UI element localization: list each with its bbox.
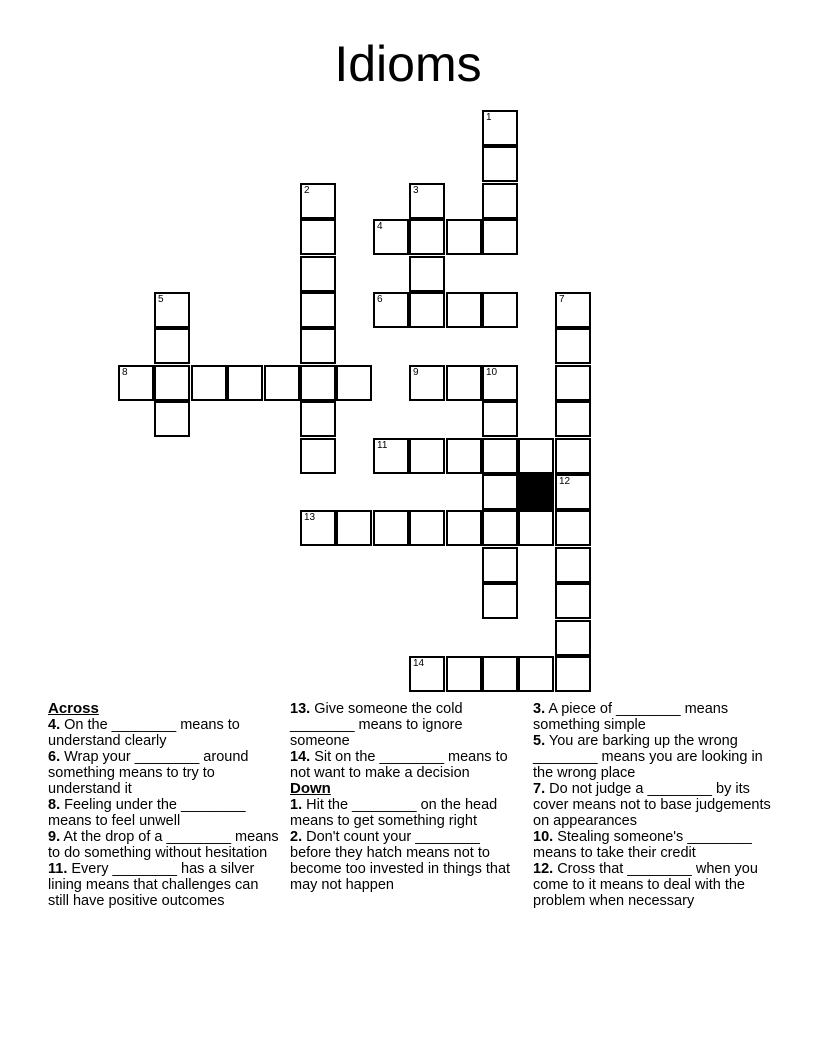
grid-cell[interactable] [409, 292, 445, 328]
grid-cell[interactable] [118, 365, 154, 401]
grid-cell[interactable] [409, 219, 445, 255]
grid-cell[interactable] [555, 547, 591, 583]
grid-cell[interactable] [555, 365, 591, 401]
grid-cell[interactable] [446, 219, 482, 255]
grid-cell[interactable] [154, 401, 190, 437]
grid-cell[interactable] [446, 292, 482, 328]
clue-number: 6 [377, 294, 383, 305]
clue-number: 1 [486, 112, 492, 123]
grid-cell[interactable] [336, 365, 372, 401]
clue-number: 13 [304, 512, 316, 523]
grid-cell[interactable] [555, 401, 591, 437]
grid-cell[interactable] [300, 183, 336, 219]
grid-cell[interactable] [336, 510, 372, 546]
grid-cell[interactable] [409, 256, 445, 292]
grid-cell[interactable] [482, 547, 518, 583]
grid-cell[interactable] [300, 219, 336, 255]
grid-cell[interactable] [555, 438, 591, 474]
grid-cell[interactable] [227, 365, 263, 401]
clue-number: 12 [559, 476, 571, 487]
grid-cell[interactable] [300, 401, 336, 437]
grid-cell[interactable] [373, 219, 409, 255]
grid-cell[interactable] [482, 183, 518, 219]
grid-cell[interactable] [373, 510, 409, 546]
grid-cell[interactable] [518, 438, 554, 474]
across-heading: Across [48, 700, 99, 717]
clue-number: 11 [377, 440, 388, 451]
grid-cell[interactable] [555, 328, 591, 364]
clue-down-2: 2. Don't count your ________ before they hatch means not to become too invested in things that may not happen [290, 829, 511, 893]
grid-cell[interactable] [482, 583, 518, 619]
grid-cell[interactable] [555, 620, 591, 656]
grid-cell[interactable] [482, 438, 518, 474]
grid-cell[interactable] [300, 510, 336, 546]
clue-number: 14 [413, 658, 425, 669]
grid-cell[interactable] [555, 510, 591, 546]
grid-cell[interactable] [555, 474, 591, 510]
grid-cell[interactable] [482, 110, 518, 146]
grid-cell[interactable] [409, 365, 445, 401]
grid-cell[interactable] [518, 656, 554, 692]
clue-down-1: 1. Hit the ________ on the head means to get something right [290, 797, 498, 829]
grid-cell[interactable] [409, 510, 445, 546]
clue-across-8: 8. Feeling under the ________ means to feel unwell [48, 797, 246, 829]
grid-cell[interactable] [482, 292, 518, 328]
clue-down-3: 3. A piece of ________ means something simple [533, 701, 729, 733]
grid-cell[interactable] [300, 256, 336, 292]
clue-across-13: 13. Give someone the cold ________ means to ignore someone [290, 701, 463, 749]
grid-cell[interactable] [555, 583, 591, 619]
clue-across-14: 14. Sit on the ________ means to not want to make a decision [290, 749, 508, 781]
clue-across-6: 6. Wrap your ________ around something means to try to understand it [48, 749, 249, 797]
clue-number: 5 [158, 294, 164, 305]
clue-down-12: 12. Cross that ________ when you come to it means to deal with the problem when necessary [533, 861, 758, 909]
grid-cell[interactable] [518, 510, 554, 546]
grid-cell[interactable] [154, 328, 190, 364]
grid-cell[interactable] [300, 438, 336, 474]
puzzle-title: Idioms [334, 36, 482, 92]
grid-cell[interactable] [154, 292, 190, 328]
grid-cell[interactable] [300, 292, 336, 328]
grid-cell[interactable] [264, 365, 300, 401]
grid-cell[interactable] [482, 219, 518, 255]
grid-cell[interactable] [300, 328, 336, 364]
grid-cell[interactable] [409, 183, 445, 219]
grid-cell[interactable] [555, 656, 591, 692]
clue-number: 4 [377, 221, 383, 232]
grid-cell[interactable] [482, 510, 518, 546]
down-heading: Down [290, 780, 331, 797]
grid-cell[interactable] [373, 438, 409, 474]
clue-number: 9 [413, 367, 419, 378]
grid-cell[interactable] [482, 146, 518, 182]
grid-cell[interactable] [191, 365, 227, 401]
clue-down-7: 7. Do not judge a ________ by its cover means not to base judgements on appearances [533, 781, 771, 829]
clue-across-4: 4. On the ________ means to understand clearly [48, 717, 240, 749]
clue-column-3 [533, 701, 773, 909]
grid-cell[interactable] [482, 401, 518, 437]
grid-cell[interactable] [409, 438, 445, 474]
clue-number: 8 [122, 367, 128, 378]
grid-cell[interactable] [482, 474, 518, 510]
clue-number: 2 [304, 185, 310, 196]
grid-cell-black [518, 474, 554, 510]
clue-column-1 [48, 701, 280, 909]
grid-cell[interactable] [154, 365, 190, 401]
grid-cell[interactable] [446, 510, 482, 546]
clue-down-5: 5. You are barking up the wrong ________ means you are looking in the wrong place [533, 733, 763, 781]
grid-cell[interactable] [446, 438, 482, 474]
grid-cell[interactable] [446, 365, 482, 401]
clue-across-11: 11. Every ________ has a silver lining means that challenges can still have positive outcomes [48, 861, 259, 909]
clue-number: 3 [413, 185, 419, 196]
clue-across-9: 9. At the drop of a ________ means to do something without hesitation [48, 829, 279, 861]
grid-cell[interactable] [482, 656, 518, 692]
clue-number: 7 [559, 294, 565, 305]
clue-number: 10 [486, 367, 498, 378]
clue-column-2 [290, 701, 522, 893]
clue-down-10: 10. Stealing someone's ________ means to take their credit [533, 829, 752, 861]
grid-cell[interactable] [409, 656, 445, 692]
grid-cell[interactable] [373, 292, 409, 328]
grid-cell[interactable] [482, 365, 518, 401]
grid-cell[interactable] [300, 365, 336, 401]
grid-cell[interactable] [446, 656, 482, 692]
grid-cell[interactable] [555, 292, 591, 328]
